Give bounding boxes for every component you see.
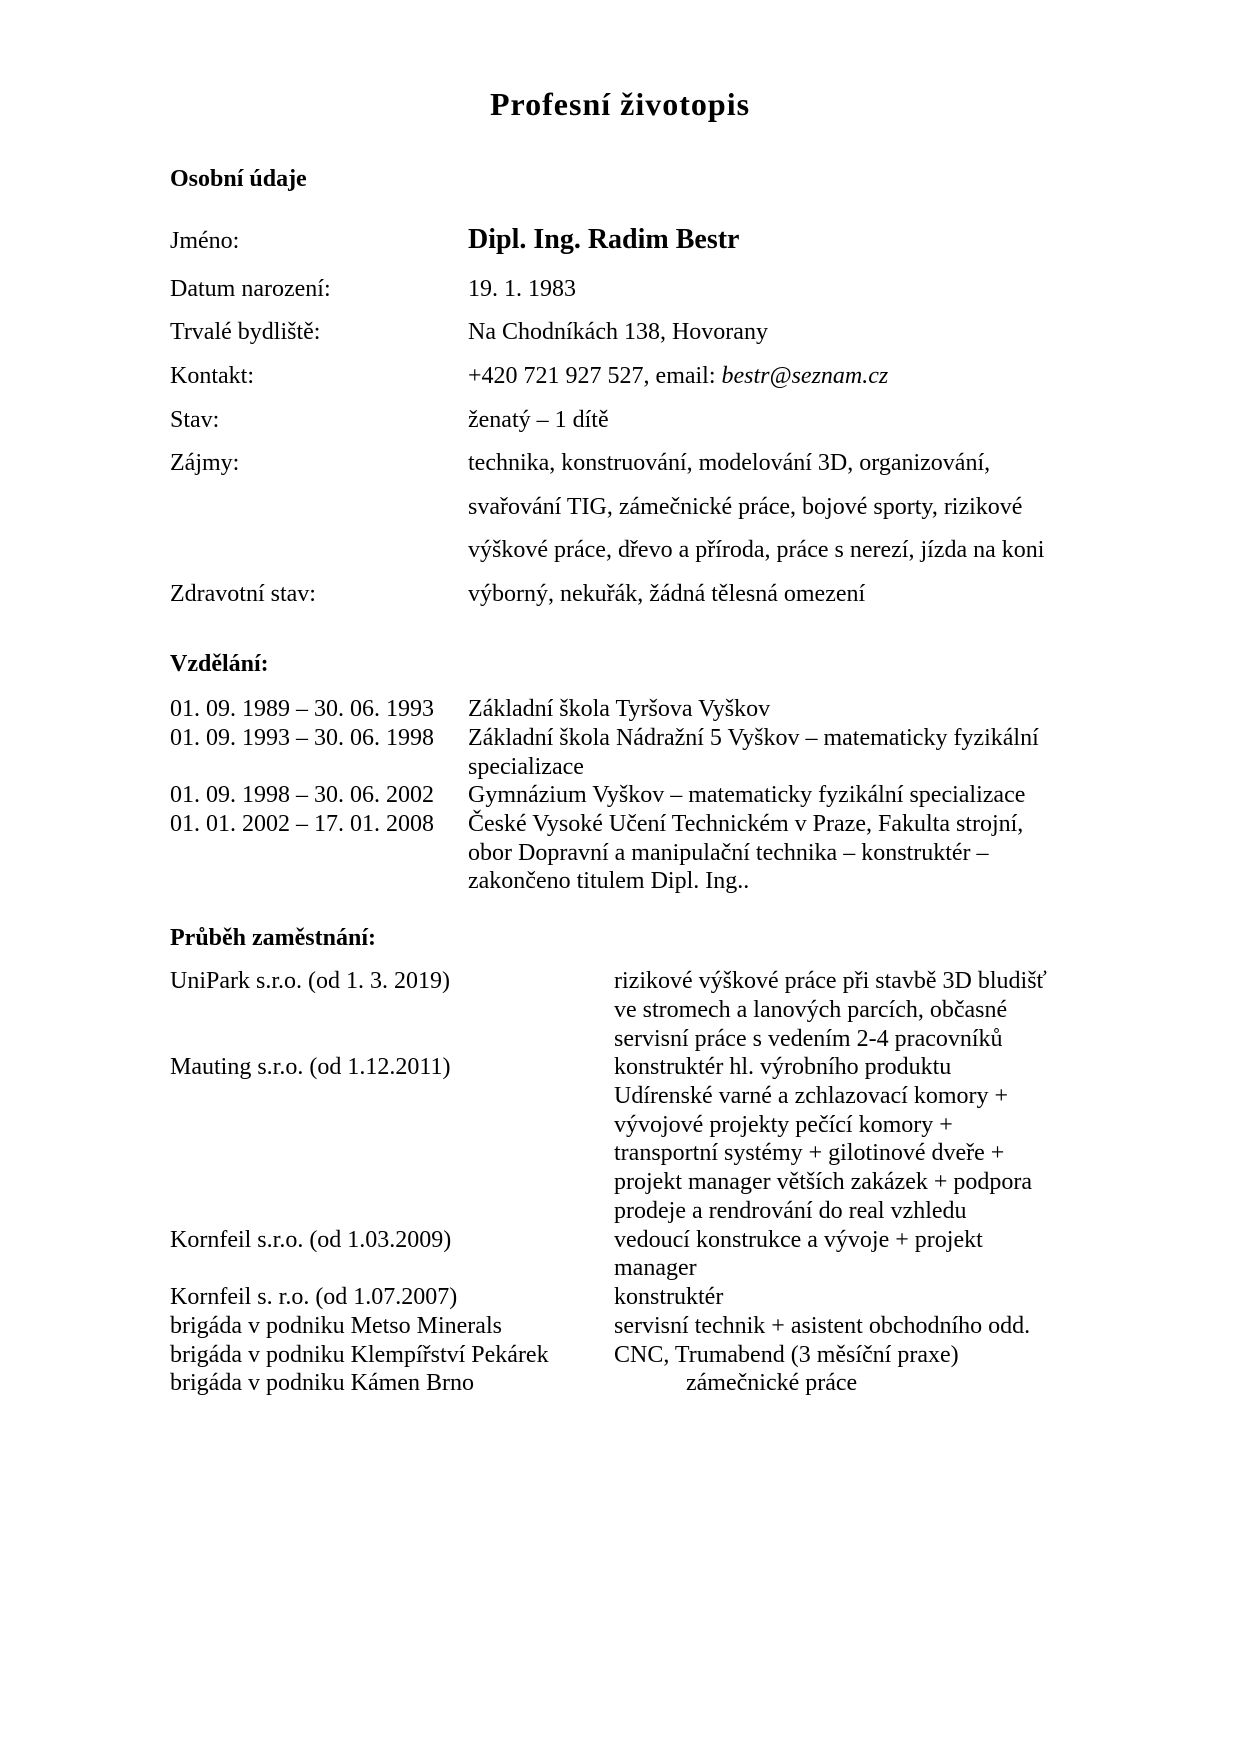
education-line: obor Dopravní a manipulační technika – konstruktér – — [468, 840, 989, 866]
employer: brigáda v podniku Kámen Brno — [170, 1370, 474, 1396]
education-date: 01. 09. 1989 – 30. 06. 1993 — [170, 696, 434, 722]
address-value: Na Chodníkách 138, Hovorany — [468, 319, 768, 345]
interests-line: výškové práce, dřevo a příroda, práce s nerezí, jízda na koni — [468, 537, 1045, 563]
interests-line: svařování TIG, zámečnické práce, bojové sporty, rizikové — [468, 494, 1023, 520]
education-line: České Vysoké Učení Technickém v Praze, Fakulta strojní, — [468, 811, 1024, 837]
employment-line: CNC, Trumabend (3 měsíční praxe) — [614, 1342, 959, 1368]
document-title: Profesní životopis — [489, 86, 751, 122]
health-value: výborný, nekuřák, žádná tělesná omezení — [468, 581, 866, 607]
health-label: Zdravotní stav: — [170, 581, 316, 607]
education-date: 01. 09. 1993 – 30. 06. 1998 — [170, 725, 434, 751]
employment-line: projekt manager větších zakázek + podpora — [614, 1169, 1033, 1195]
education-line: Základní škola Tyršova Vyškov — [468, 696, 771, 722]
status-label: Stav: — [170, 407, 220, 433]
personal-heading: Osobní údaje — [170, 166, 307, 192]
employment-line: zámečnické práce — [686, 1370, 858, 1396]
interests-line: technika, konstruování, modelování 3D, organizování, — [468, 450, 991, 476]
education-line: zakončeno titulem Dipl. Ing.. — [468, 868, 750, 894]
employment-line: ve stromech a lanových parcích, občasné — [614, 997, 1008, 1023]
name-label: Jméno: — [170, 228, 240, 254]
contact-value — [468, 363, 888, 390]
employer: brigáda v podniku Metso Minerals — [170, 1313, 502, 1339]
employer: brigáda v podniku Klempířství Pekárek — [170, 1342, 549, 1368]
employment-line: vývojové projekty pečící komory + — [614, 1112, 953, 1138]
birth-value: 19. 1. 1983 — [468, 276, 576, 302]
employment-line: servisní práce s vedením 2-4 pracovníků — [614, 1026, 1003, 1052]
education-date: 01. 01. 2002 – 17. 01. 2008 — [170, 811, 434, 837]
employment-line: servisní technik + asistent obchodního odd. — [614, 1313, 1031, 1339]
education-line: Základní škola Nádražní 5 Vyškov – matematicky fyzikální — [468, 725, 1039, 751]
education-date: 01. 09. 1998 – 30. 06. 2002 — [170, 782, 434, 808]
employment-line: prodeje a rendrování do real vzhledu — [614, 1198, 967, 1224]
employer: Mauting s.r.o. (od 1.12.2011) — [170, 1054, 451, 1080]
employer: UniPark s.r.o. (od 1. 3. 2019) — [170, 968, 450, 994]
employment-line: Udírenské varné a zchlazovací komory + — [614, 1083, 1009, 1109]
employment-line: rizikové výškové práce při stavbě 3D bludišť — [614, 968, 1047, 994]
employment-line: konstruktér — [614, 1284, 724, 1310]
employment-line: manager — [614, 1255, 697, 1281]
education-heading: Vzdělání: — [170, 651, 269, 677]
education-line: Gymnázium Vyškov – matematicky fyzikální specializace — [468, 782, 1026, 808]
status-value: ženatý – 1 dítě — [468, 407, 609, 433]
birth-label: Datum narození: — [170, 276, 331, 302]
contact-email[interactable]: bestr@seznam.cz — [721, 363, 889, 389]
employer: Kornfeil s. r.o. (od 1.07.2007) — [170, 1284, 458, 1310]
employment-line: vedoucí konstrukce a vývoje + projekt — [614, 1227, 983, 1253]
education-line: specializace — [468, 754, 584, 780]
employment-line: transportní systémy + gilotinové dveře + — [614, 1140, 1005, 1166]
contact-label: Kontakt: — [170, 363, 254, 389]
interests-label: Zájmy: — [170, 450, 240, 476]
employment-line: konstruktér hl. výrobního produktu — [614, 1054, 952, 1080]
employer: Kornfeil s.r.o. (od 1.03.2009) — [170, 1227, 452, 1253]
address-label: Trvalé bydliště: — [170, 319, 321, 345]
name-value: Dipl. Ing. Radim Bestr — [468, 224, 740, 255]
employment-heading: Průběh zaměstnání: — [170, 925, 376, 951]
contact-phone: +420 721 927 527, email: — [468, 363, 722, 389]
